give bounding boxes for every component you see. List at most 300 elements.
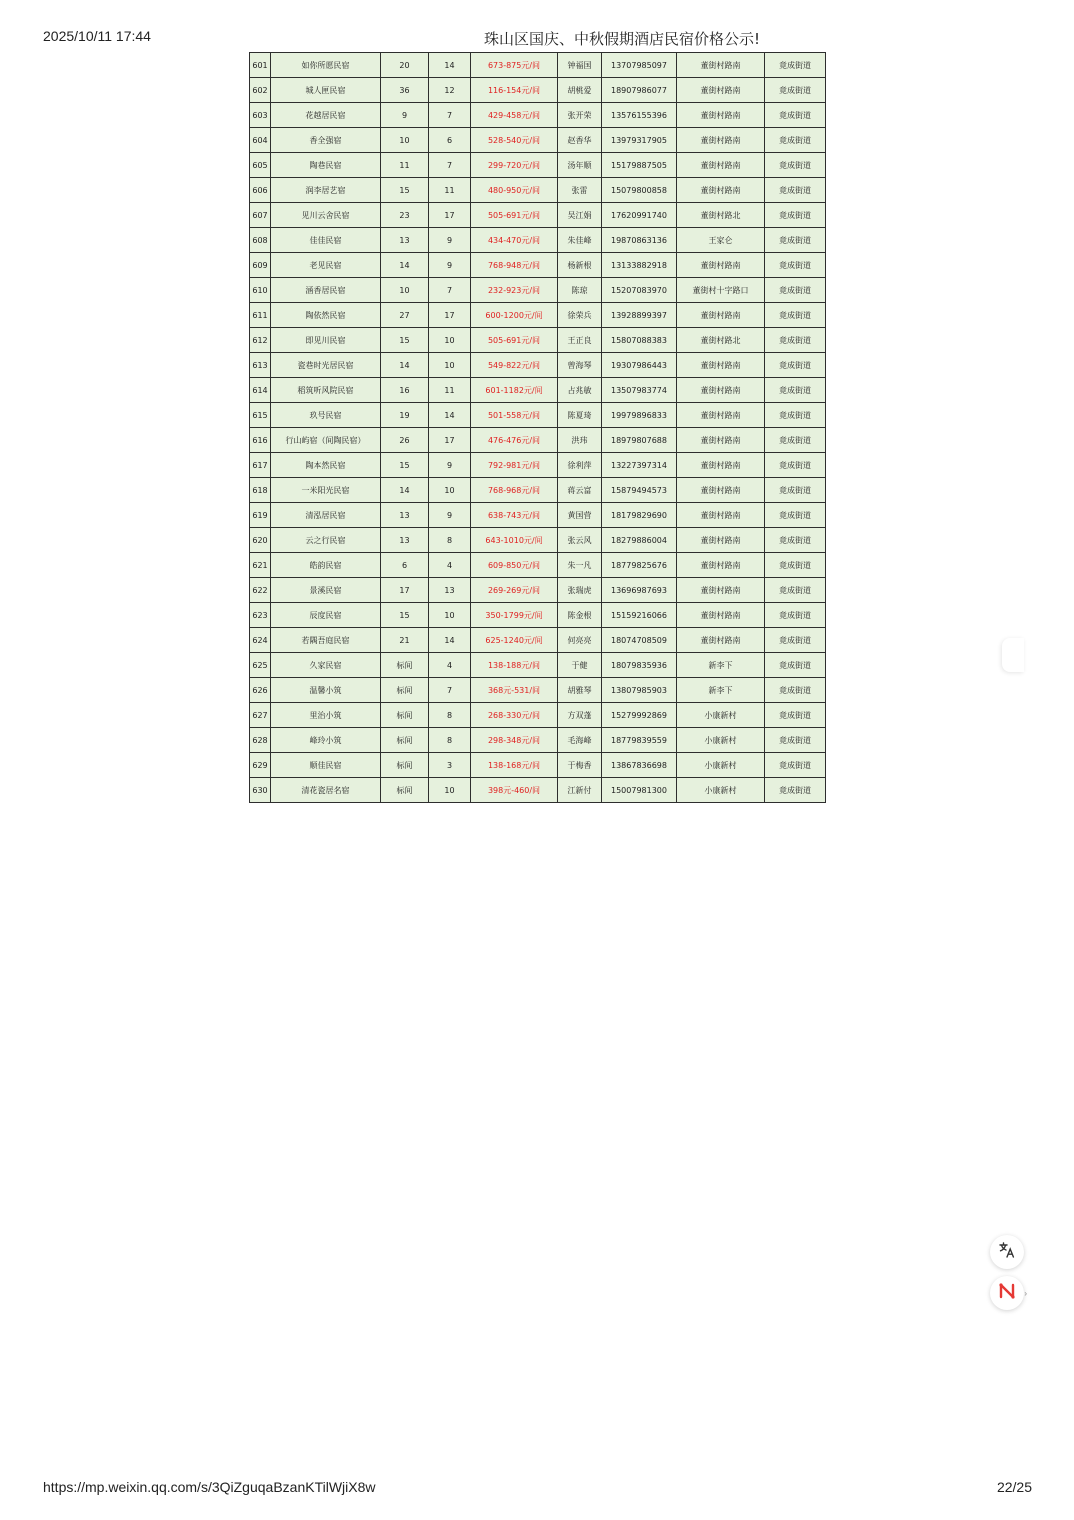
row-number-cell: 609 (250, 253, 271, 278)
row-number-cell: 602 (250, 78, 271, 103)
subdistrict-cell: 竟成街道 (765, 378, 826, 403)
price-cell: 792-981元/间 (471, 453, 558, 478)
row-number-cell: 629 (250, 753, 271, 778)
subdistrict-cell: 竟成街道 (765, 728, 826, 753)
phone-number-cell: 18179829690 (602, 503, 677, 528)
room-total-cell: 14 (381, 253, 429, 278)
address-cell: 董街村十字路口 (677, 278, 765, 303)
price-cell: 232-923元/间 (471, 278, 558, 303)
phone-number-cell: 13867836698 (602, 753, 677, 778)
phone-number-cell: 18907986077 (602, 78, 677, 103)
room-count-cell: 7 (429, 153, 471, 178)
subdistrict-cell: 竟成街道 (765, 428, 826, 453)
contact-name-cell: 于梅香 (558, 753, 602, 778)
property-name-cell: 一米阳光民宿 (271, 478, 381, 503)
contact-name-cell: 洪玮 (558, 428, 602, 453)
row-number-cell: 614 (250, 378, 271, 403)
room-count-cell: 7 (429, 278, 471, 303)
property-name-cell: 辰度民宿 (271, 603, 381, 628)
room-count-cell: 9 (429, 228, 471, 253)
room-total-cell: 16 (381, 378, 429, 403)
phone-number-cell: 18079835936 (602, 653, 677, 678)
room-count-cell: 8 (429, 703, 471, 728)
room-total-cell: 10 (381, 128, 429, 153)
table-row (250, 278, 826, 303)
room-total-cell: 17 (381, 578, 429, 603)
table-row (250, 153, 826, 178)
address-cell: 董街村路南 (677, 503, 765, 528)
table-row (250, 653, 826, 678)
phone-number-cell: 13507983774 (602, 378, 677, 403)
row-number-cell: 627 (250, 703, 271, 728)
table-row (250, 778, 826, 803)
room-total-cell: 13 (381, 228, 429, 253)
subdistrict-cell: 竟成街道 (765, 778, 826, 803)
phone-number-cell: 15879494573 (602, 478, 677, 503)
address-cell: 董街村路南 (677, 353, 765, 378)
subdistrict-cell: 竟成街道 (765, 503, 826, 528)
room-count-cell: 10 (429, 778, 471, 803)
price-cell: 434-470元/间 (471, 228, 558, 253)
phone-number-cell: 18779825676 (602, 553, 677, 578)
room-count-cell: 17 (429, 203, 471, 228)
room-total-cell: 9 (381, 103, 429, 128)
table-row (250, 503, 826, 528)
table-row (250, 628, 826, 653)
property-name-cell: 温馨小筑 (271, 678, 381, 703)
property-name-cell: 皓韵民宿 (271, 553, 381, 578)
room-total-cell: 14 (381, 353, 429, 378)
row-number-cell: 611 (250, 303, 271, 328)
row-number-cell: 625 (250, 653, 271, 678)
phone-number-cell: 13928899397 (602, 303, 677, 328)
address-cell: 小康新村 (677, 778, 765, 803)
price-cell: 476-476元/间 (471, 428, 558, 453)
room-count-cell: 10 (429, 353, 471, 378)
phone-number-cell: 15279992869 (602, 703, 677, 728)
translate-button[interactable] (990, 1235, 1024, 1269)
price-cell: 480-950元/间 (471, 178, 558, 203)
table-row (250, 603, 826, 628)
row-number-cell: 607 (250, 203, 271, 228)
address-cell: 董街村路南 (677, 53, 765, 78)
table-row (250, 578, 826, 603)
room-total-cell: 6 (381, 553, 429, 578)
phone-number-cell: 13979317905 (602, 128, 677, 153)
contact-name-cell: 张开荣 (558, 103, 602, 128)
room-count-cell: 9 (429, 503, 471, 528)
contact-name-cell: 陈琼 (558, 278, 602, 303)
collapse-arrow-mark: › (1024, 1289, 1027, 1298)
row-number-cell: 608 (250, 228, 271, 253)
room-count-cell: 3 (429, 753, 471, 778)
phone-number-cell: 18979807688 (602, 428, 677, 453)
property-name-cell: 玖号民宿 (271, 403, 381, 428)
price-table (249, 52, 826, 803)
room-total-cell: 27 (381, 303, 429, 328)
print-page-title: 珠山区国庆、中秋假期酒店民宿价格公示! (484, 30, 761, 48)
subdistrict-cell: 竟成街道 (765, 453, 826, 478)
contact-name-cell: 占兆敏 (558, 378, 602, 403)
property-name-cell: 行山屿宿（间陶民宿） (271, 428, 381, 453)
address-cell: 新李下 (677, 678, 765, 703)
row-number-cell: 620 (250, 528, 271, 553)
row-number-cell: 603 (250, 103, 271, 128)
address-cell: 董街村路南 (677, 578, 765, 603)
contact-name-cell: 朱佳峰 (558, 228, 602, 253)
room-total-cell: 13 (381, 528, 429, 553)
room-total-cell: 36 (381, 78, 429, 103)
room-count-cell: 17 (429, 428, 471, 453)
phone-number-cell: 15179887505 (602, 153, 677, 178)
row-number-cell: 621 (250, 553, 271, 578)
property-name-cell: 陶巷民宿 (271, 153, 381, 178)
address-cell: 董街村路北 (677, 203, 765, 228)
row-number-cell: 618 (250, 478, 271, 503)
room-total-cell: 14 (381, 478, 429, 503)
room-total-cell: 15 (381, 603, 429, 628)
room-count-cell: 4 (429, 553, 471, 578)
contact-name-cell: 方双蓬 (558, 703, 602, 728)
subdistrict-cell: 竟成街道 (765, 228, 826, 253)
contact-name-cell: 赵香华 (558, 128, 602, 153)
price-cell: 429-458元/间 (471, 103, 558, 128)
phone-number-cell: 19307986443 (602, 353, 677, 378)
room-count-cell: 8 (429, 728, 471, 753)
property-name-cell: 老见民宿 (271, 253, 381, 278)
property-name-cell: 云之行民宿 (271, 528, 381, 553)
price-cell: 368元-531/间 (471, 678, 558, 703)
room-total-cell: 26 (381, 428, 429, 453)
row-number-cell: 606 (250, 178, 271, 203)
room-count-cell: 10 (429, 328, 471, 353)
print-url: https://mp.weixin.qq.com/s/3QiZguqaBzanKTilWjiX8w (43, 1479, 376, 1495)
subdistrict-cell: 竟成街道 (765, 253, 826, 278)
contact-name-cell: 黄国营 (558, 503, 602, 528)
price-cell: 116-154元/间 (471, 78, 558, 103)
print-page-number: 22/25 (996, 1479, 1032, 1495)
room-total-cell: 15 (381, 328, 429, 353)
row-number-cell: 604 (250, 128, 271, 153)
price-cell: 505-691元/间 (471, 203, 558, 228)
table-row (250, 378, 826, 403)
subdistrict-cell: 竟成街道 (765, 478, 826, 503)
price-cell: 505-691元/间 (471, 328, 558, 353)
address-cell: 董街村路南 (677, 153, 765, 178)
phone-number-cell: 15079800858 (602, 178, 677, 203)
subdistrict-cell: 竟成街道 (765, 528, 826, 553)
subdistrict-cell: 竟成街道 (765, 703, 826, 728)
property-name-cell: 香全强宿 (271, 128, 381, 153)
contact-name-cell: 江新付 (558, 778, 602, 803)
row-number-cell: 624 (250, 628, 271, 653)
table-row (250, 253, 826, 278)
room-total-cell: 标间 (381, 653, 429, 678)
room-count-cell: 12 (429, 78, 471, 103)
room-total-cell: 标间 (381, 703, 429, 728)
room-total-cell: 20 (381, 53, 429, 78)
room-total-cell: 23 (381, 203, 429, 228)
contact-name-cell: 朱一凡 (558, 553, 602, 578)
address-cell: 董街村路北 (677, 328, 765, 353)
property-name-cell: 如你所愿民宿 (271, 53, 381, 78)
phone-number-cell: 18074708509 (602, 628, 677, 653)
room-total-cell: 标间 (381, 753, 429, 778)
side-collapse-tab[interactable] (1002, 638, 1024, 672)
table-row (250, 428, 826, 453)
property-name-cell: 润李居艺宿 (271, 178, 381, 203)
price-table-body (250, 53, 826, 803)
phone-number-cell: 17620991740 (602, 203, 677, 228)
contact-name-cell: 钟福国 (558, 53, 602, 78)
price-cell: 549-822元/间 (471, 353, 558, 378)
property-name-cell: 陶依然民宿 (271, 303, 381, 328)
room-count-cell: 13 (429, 578, 471, 603)
subdistrict-cell: 竟成街道 (765, 553, 826, 578)
table-row (250, 703, 826, 728)
room-count-cell: 7 (429, 103, 471, 128)
price-cell: 600-1200元/间 (471, 303, 558, 328)
room-total-cell: 标间 (381, 678, 429, 703)
price-cell: 638-743元/间 (471, 503, 558, 528)
subdistrict-cell: 竟成街道 (765, 403, 826, 428)
table-row (250, 103, 826, 128)
contact-name-cell: 徐荣兵 (558, 303, 602, 328)
contact-name-cell: 杨新根 (558, 253, 602, 278)
subdistrict-cell: 竟成街道 (765, 78, 826, 103)
row-number-cell: 619 (250, 503, 271, 528)
property-name-cell: 顺佳民宿 (271, 753, 381, 778)
table-row (250, 328, 826, 353)
table-row (250, 403, 826, 428)
price-cell: 673-875元/间 (471, 53, 558, 78)
phone-number-cell: 15159216066 (602, 603, 677, 628)
translate-icon (998, 1241, 1016, 1264)
contact-name-cell: 毛海峰 (558, 728, 602, 753)
property-name-cell: 城人匣民宿 (271, 78, 381, 103)
price-table-sheet (249, 52, 825, 803)
room-count-cell: 7 (429, 678, 471, 703)
contact-name-cell: 张雷 (558, 178, 602, 203)
room-count-cell: 11 (429, 178, 471, 203)
property-name-cell: 花越居民宿 (271, 103, 381, 128)
table-row (250, 353, 826, 378)
row-number-cell: 610 (250, 278, 271, 303)
room-total-cell: 19 (381, 403, 429, 428)
room-count-cell: 10 (429, 478, 471, 503)
table-row (250, 303, 826, 328)
contact-name-cell: 汤年顺 (558, 153, 602, 178)
subdistrict-cell: 竟成街道 (765, 53, 826, 78)
room-count-cell: 8 (429, 528, 471, 553)
phone-number-cell: 13227397314 (602, 453, 677, 478)
address-cell: 董街村路南 (677, 303, 765, 328)
address-cell: 小康新村 (677, 753, 765, 778)
table-row (250, 478, 826, 503)
property-name-cell: 佳佳民宿 (271, 228, 381, 253)
phone-number-cell: 15807088383 (602, 328, 677, 353)
row-number-cell: 630 (250, 778, 271, 803)
price-cell: 138-168元/间 (471, 753, 558, 778)
contact-name-cell: 于健 (558, 653, 602, 678)
address-cell: 董街村路南 (677, 378, 765, 403)
phone-number-cell: 13807985903 (602, 678, 677, 703)
room-count-cell: 10 (429, 603, 471, 628)
property-name-cell: 里治小筑 (271, 703, 381, 728)
subdistrict-cell: 竟成街道 (765, 328, 826, 353)
property-name-cell: 瓷巷时光居民宿 (271, 353, 381, 378)
subdistrict-cell: 竟成街道 (765, 153, 826, 178)
price-cell: 298-348元/间 (471, 728, 558, 753)
contact-name-cell: 胡桃爱 (558, 78, 602, 103)
table-row (250, 53, 826, 78)
contact-name-cell: 蒋云富 (558, 478, 602, 503)
contact-name-cell: 陈金根 (558, 603, 602, 628)
row-number-cell: 605 (250, 153, 271, 178)
price-cell: 601-1182元/间 (471, 378, 558, 403)
property-name-cell: 陶本然民宿 (271, 453, 381, 478)
room-total-cell: 21 (381, 628, 429, 653)
address-cell: 董街村路南 (677, 253, 765, 278)
price-cell: 609-850元/间 (471, 553, 558, 578)
subdistrict-cell: 竟成街道 (765, 753, 826, 778)
room-total-cell: 标间 (381, 728, 429, 753)
subdistrict-cell: 竟成街道 (765, 578, 826, 603)
table-row (250, 453, 826, 478)
price-cell: 350-1799元/间 (471, 603, 558, 628)
phone-number-cell: 13576155396 (602, 103, 677, 128)
phone-number-cell: 19979896833 (602, 403, 677, 428)
room-count-cell: 14 (429, 628, 471, 653)
property-name-cell: 即见川民宿 (271, 328, 381, 353)
subdistrict-cell: 竟成街道 (765, 628, 826, 653)
property-name-cell: 清泓居民宿 (271, 503, 381, 528)
property-name-cell: 涵香居民宿 (271, 278, 381, 303)
price-cell: 138-188元/间 (471, 653, 558, 678)
row-number-cell: 601 (250, 53, 271, 78)
address-cell: 小康新村 (677, 703, 765, 728)
row-number-cell: 613 (250, 353, 271, 378)
property-name-cell: 久家民宿 (271, 653, 381, 678)
address-cell: 董街村路南 (677, 453, 765, 478)
phone-number-cell: 18279886004 (602, 528, 677, 553)
subdistrict-cell: 竟成街道 (765, 353, 826, 378)
address-cell: 董街村路南 (677, 78, 765, 103)
price-cell: 269-269元/间 (471, 578, 558, 603)
row-number-cell: 623 (250, 603, 271, 628)
address-cell: 小康新村 (677, 728, 765, 753)
price-cell: 528-540元/间 (471, 128, 558, 153)
room-total-cell: 11 (381, 153, 429, 178)
address-cell: 董街村路南 (677, 528, 765, 553)
room-total-cell: 15 (381, 453, 429, 478)
address-cell: 新李下 (677, 653, 765, 678)
room-count-cell: 6 (429, 128, 471, 153)
contact-name-cell: 徐利萍 (558, 453, 602, 478)
room-count-cell: 11 (429, 378, 471, 403)
property-name-cell: 稻筑听风院民宿 (271, 378, 381, 403)
price-cell: 625-1240元/间 (471, 628, 558, 653)
address-cell: 董街村路南 (677, 428, 765, 453)
contact-name-cell: 张云风 (558, 528, 602, 553)
subdistrict-cell: 竟成街道 (765, 678, 826, 703)
contact-name-cell: 陈夏琦 (558, 403, 602, 428)
phone-number-cell: 18779839559 (602, 728, 677, 753)
address-cell: 董街村路南 (677, 403, 765, 428)
row-number-cell: 612 (250, 328, 271, 353)
address-cell: 董街村路南 (677, 628, 765, 653)
row-number-cell: 622 (250, 578, 271, 603)
row-number-cell: 617 (250, 453, 271, 478)
price-cell: 501-558元/间 (471, 403, 558, 428)
property-name-cell: 若隅吾庭民宿 (271, 628, 381, 653)
phone-number-cell: 13133882918 (602, 253, 677, 278)
address-cell: 董街村路南 (677, 178, 765, 203)
row-number-cell: 616 (250, 428, 271, 453)
subdistrict-cell: 竟成街道 (765, 203, 826, 228)
table-row (250, 203, 826, 228)
price-cell: 299-720元/间 (471, 153, 558, 178)
assistant-button[interactable] (990, 1276, 1024, 1310)
contact-name-cell: 胡雅琴 (558, 678, 602, 703)
subdistrict-cell: 竟成街道 (765, 178, 826, 203)
price-cell: 268-330元/间 (471, 703, 558, 728)
row-number-cell: 615 (250, 403, 271, 428)
subdistrict-cell: 竟成街道 (765, 653, 826, 678)
phone-number-cell: 13696987693 (602, 578, 677, 603)
row-number-cell: 628 (250, 728, 271, 753)
contact-name-cell: 张瑞虎 (558, 578, 602, 603)
room-total-cell: 标间 (381, 778, 429, 803)
row-number-cell: 626 (250, 678, 271, 703)
table-row (250, 728, 826, 753)
room-count-cell: 9 (429, 453, 471, 478)
subdistrict-cell: 竟成街道 (765, 278, 826, 303)
subdistrict-cell: 竟成街道 (765, 603, 826, 628)
address-cell: 董街村路南 (677, 128, 765, 153)
contact-name-cell: 王正良 (558, 328, 602, 353)
table-row (250, 178, 826, 203)
property-name-cell: 景溪民宿 (271, 578, 381, 603)
table-row (250, 678, 826, 703)
contact-name-cell: 何亮亮 (558, 628, 602, 653)
room-total-cell: 15 (381, 178, 429, 203)
table-row (250, 78, 826, 103)
address-cell: 董街村路南 (677, 103, 765, 128)
property-name-cell: 见川云舍民宿 (271, 203, 381, 228)
room-count-cell: 17 (429, 303, 471, 328)
room-total-cell: 13 (381, 503, 429, 528)
contact-name-cell: 吴江娟 (558, 203, 602, 228)
price-cell: 398元-460/间 (471, 778, 558, 803)
phone-number-cell: 19870863136 (602, 228, 677, 253)
room-count-cell: 14 (429, 53, 471, 78)
subdistrict-cell: 竟成街道 (765, 103, 826, 128)
room-count-cell: 14 (429, 403, 471, 428)
property-name-cell: 清花瓷居名宿 (271, 778, 381, 803)
room-count-cell: 9 (429, 253, 471, 278)
table-row (250, 553, 826, 578)
print-datetime: 2025/10/11 17:44 (43, 28, 151, 44)
phone-number-cell: 15207083970 (602, 278, 677, 303)
price-cell: 643-1010元/间 (471, 528, 558, 553)
price-cell: 768-968元/间 (471, 478, 558, 503)
address-cell: 董街村路南 (677, 553, 765, 578)
address-cell: 董街村路南 (677, 603, 765, 628)
room-count-cell: 4 (429, 653, 471, 678)
table-row (250, 128, 826, 153)
room-total-cell: 10 (381, 278, 429, 303)
